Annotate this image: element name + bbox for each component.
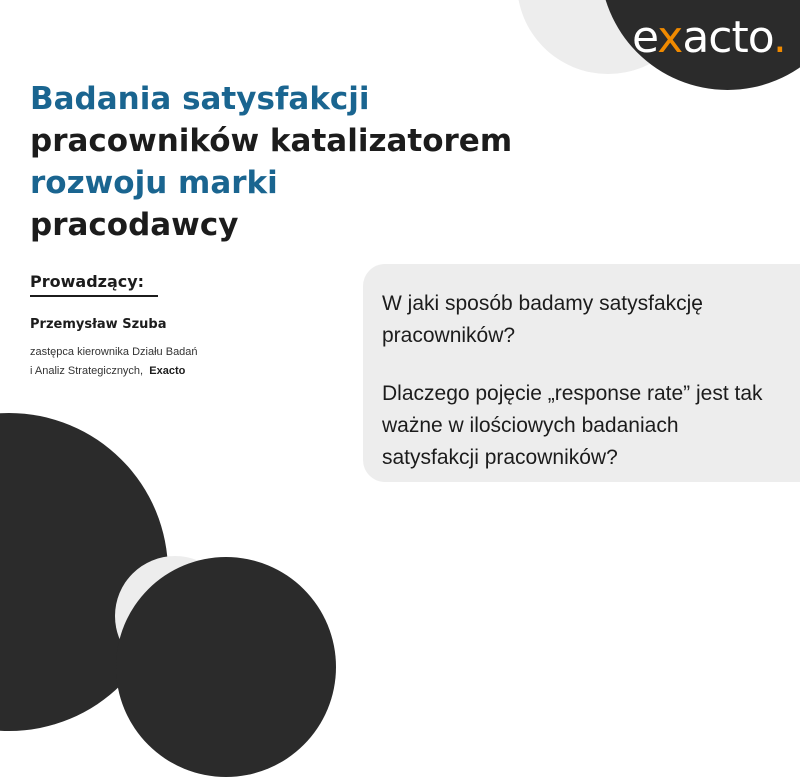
exacto-logo: exacto. [632,12,786,63]
page-title [30,78,512,246]
presenter-name: Przemysław Szuba [30,317,167,332]
title-line-2: pracowników katalizatorem [30,123,513,159]
bottom-center-dark-circle [116,557,336,777]
presenter-role-line-1: zastępca kierownika Działu Badań [30,346,198,358]
title-line-4: pracodawcy [30,207,239,243]
title-line-3: rozwoju marki [30,165,278,201]
question-1: W jaki sposób badamy satysfakcję pracowników? [382,292,703,347]
presenter-heading: Prowadzący: [30,272,158,297]
question-2: Dlaczego pojęcie „response rate” jest tak ważne w ilościowych badaniach satysfakcji pracowników? [382,382,763,469]
presenter-company: Exacto [149,365,186,377]
title-line-1: Badania satysfakcji [30,81,370,117]
presenter-role-line-2: i Analiz Strategicznych, [30,365,144,377]
presenter-role [30,343,260,381]
